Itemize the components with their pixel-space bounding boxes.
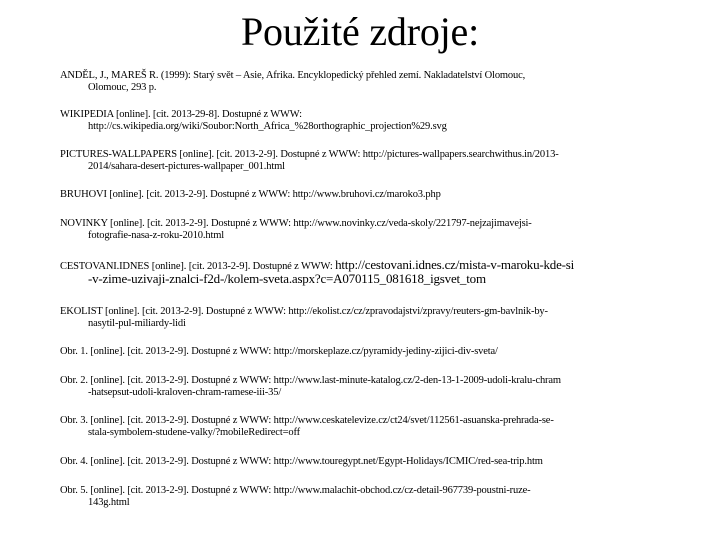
reference-item <box>60 415 660 439</box>
reference-line: EKOLIST [online]. [cit. 2013-2-9]. Dostupné z WWW: http://ekolist.cz/cz/zpravodajstvi/zpravy/reuters-gm-bavlnik-by- <box>60 306 548 317</box>
reference-line: PICTURES-WALLPAPERS [online]. [cit. 2013-2-9]. Dostupné z WWW: http://pictures-wallpapers.searchwithus.in/2013- <box>60 149 559 160</box>
reference-line: Obr. 1. [online]. [cit. 2013-2-9]. Dostupné z WWW: http://morskeplaze.cz/pyramidy-jediny-zijici-div-sveta/ <box>60 346 498 357</box>
reference-item <box>60 218 660 242</box>
reference-item <box>60 149 660 173</box>
reference-line-continued: nasytil-pul-miliardy-lidi <box>88 318 186 329</box>
reference-item <box>60 189 660 201</box>
reference-line-continued: fotografie-nasa-z-roku-2010.html <box>88 230 225 241</box>
reference-line: WIKIPEDIA [online]. [cit. 2013-29-8]. Dostupné z WWW: <box>60 109 302 120</box>
reference-line-continued: stala-symbolem-studene-valky/?mobileRedirect=off <box>88 427 300 438</box>
reference-item <box>60 70 660 94</box>
reference-line-continued: 143g.html <box>88 497 130 508</box>
reference-item <box>60 259 660 285</box>
reference-line: Obr. 2. [online]. [cit. 2013-2-9]. Dostupné z WWW: http://www.last-minute-katalog.cz/2-den-13-1-2009-udoli-kralu-chram <box>60 375 561 386</box>
reference-line: ANDĚL, J., MAREŠ R. (1999): Starý svět – Asie, Afrika. Encyklopedický přehled zemí. Nakladatelství Olomouc, <box>60 70 526 81</box>
reference-item <box>60 375 660 399</box>
reference-line: Obr. 5. [online]. [cit. 2013-2-9]. Dostupné z WWW: http://www.malachit-obchod.cz/cz-detail-967739-poustni-ruze- <box>60 485 531 496</box>
reference-line-continued: 2014/sahara-desert-pictures-wallpaper_001.html <box>88 161 285 172</box>
reference-line-continued: -v-zime-uzivaji-znalci-f2d-/kolem-sveta.aspx?c=A070115_081618_igsvet_tom <box>88 271 486 286</box>
reference-line: Obr. 3. [online]. [cit. 2013-2-9]. Dostupné z WWW: http://www.ceskatelevize.cz/ct24/svet/112561-asuanska-prehrada-se- <box>60 415 554 426</box>
reference-url: http://cestovani.idnes.cz/mista-v-maroku-kde-si <box>335 257 575 272</box>
reference-line-continued: Olomouc, 293 p. <box>88 82 157 93</box>
reference-item <box>60 456 660 468</box>
reference-item <box>60 306 660 330</box>
reference-line-continued: -hatsepsut-udoli-kraloven-chram-ramese-iii-35/ <box>88 387 282 398</box>
reference-line-start: CESTOVANI.IDNES [online]. [cit. 2013-2-9]. Dostupné z WWW: <box>60 261 336 272</box>
reference-item <box>60 485 660 509</box>
reference-item <box>60 346 660 358</box>
reference-line: NOVINKY [online]. [cit. 2013-2-9]. Dostupné z WWW: http://www.novinky.cz/veda-skoly/221797-nejzajimavejsi- <box>60 218 532 229</box>
reference-item <box>60 109 660 133</box>
page-title: Použité zdroje: <box>240 9 480 54</box>
reference-line: BRUHOVI [online]. [cit. 2013-2-9]. Dostupné z WWW: http://www.bruhovi.cz/maroko3.php <box>60 189 441 200</box>
reference-line-continued: http://cs.wikipedia.org/wiki/Soubor:North_Africa_%28orthographic_projection%29.svg <box>88 121 447 132</box>
reference-line: Obr. 4. [online]. [cit. 2013-2-9]. Dostupné z WWW: http://www.touregypt.net/Egypt-Holidays/ICMIC/red-sea-trip.htm <box>60 456 543 467</box>
